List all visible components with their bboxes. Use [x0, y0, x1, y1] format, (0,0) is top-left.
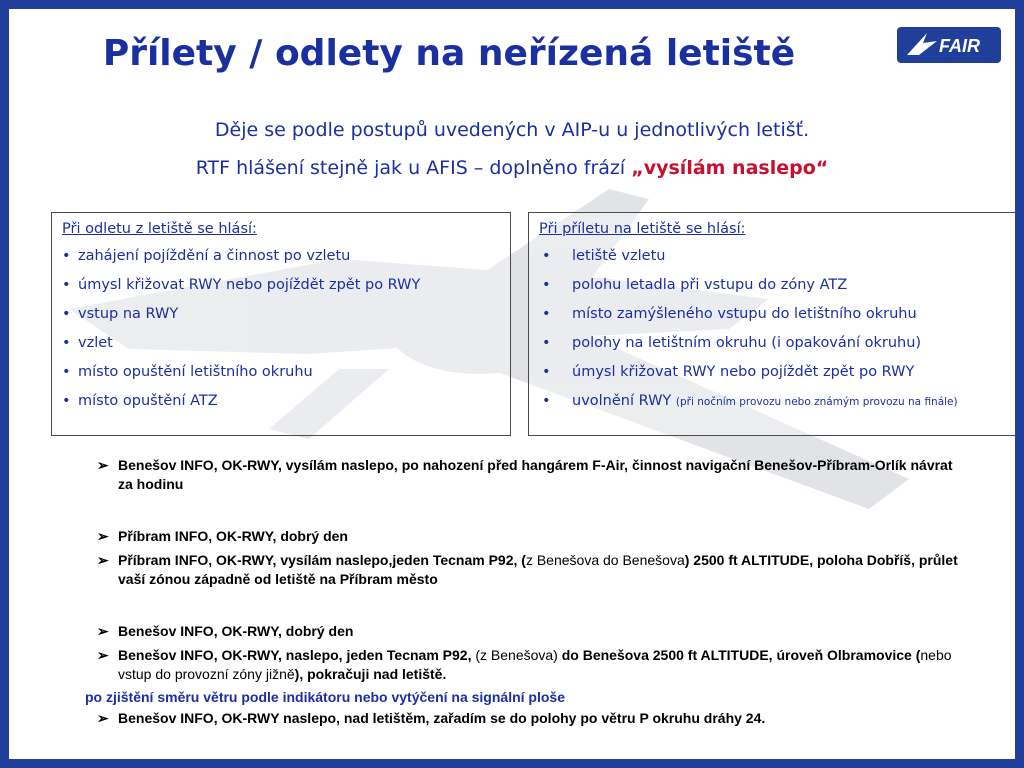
example-phrase	[97, 622, 967, 641]
bullet: •	[62, 393, 71, 409]
logo-text: FAIR	[939, 36, 981, 56]
example-phrase	[97, 456, 967, 494]
departure-box	[51, 212, 511, 436]
list-item	[62, 300, 500, 329]
bullet: •	[542, 306, 551, 322]
example-text: Benešov INFO, OK-RWY naslepo, nad letištěm, zařadím se do polohy po větru P okruhu dráhy 24.	[118, 710, 766, 726]
bullet: •	[542, 364, 551, 380]
slide	[9, 9, 1015, 759]
arrival-box-heading: Při příletu na letiště se hlásí:	[539, 221, 746, 237]
example-text-normal: (z Benešova)	[471, 647, 562, 663]
subtitle-emphasis: „vysílám naslepo“	[631, 157, 829, 179]
bullet: •	[542, 335, 551, 351]
example-text: ), pokračuji nad letiště.	[294, 666, 447, 682]
list-item	[539, 300, 1006, 329]
arrow-bullet-icon: ➢	[97, 710, 109, 726]
example-text: Benešov INFO, OK-RWY, naslepo, jeden Tecnam P92,	[118, 647, 472, 663]
list-item	[539, 329, 1006, 358]
arrow-bullet-icon: ➢	[97, 552, 109, 568]
bullet: •	[542, 277, 551, 293]
departure-box-heading: Při odletu z letiště se hlásí:	[62, 221, 257, 237]
example-text: Příbram INFO, OK-RWY, vysílám naslepo,jeden Tecnam P92, (	[118, 552, 526, 568]
example-text: Příbram INFO, OK-RWY, dobrý den	[118, 528, 348, 544]
subtitle-line-2-text: RTF hlášení stejně jak u AFIS – doplněno frází	[195, 157, 632, 179]
bullet: •	[62, 364, 71, 380]
arrow-bullet-icon: ➢	[97, 647, 109, 663]
list-item	[62, 242, 500, 271]
page-title: Přílety / odlety na neřízená letiště	[102, 33, 796, 74]
bullet: •	[542, 248, 551, 264]
list-item-text: vstup na RWY	[78, 306, 179, 322]
example-text: Benešov INFO, OK-RWY, dobrý den	[118, 623, 354, 639]
list-item-text: úmysl křižovat RWY nebo pojíždět zpět po RWY	[78, 277, 421, 293]
list-item-text: úmysl křižovat RWY nebo pojíždět zpět po RWY	[572, 364, 915, 380]
example-phrase	[97, 646, 967, 684]
list-item-text: uvolnění RWY	[572, 393, 672, 409]
list-item	[62, 387, 500, 416]
bullet: •	[62, 248, 71, 264]
example-text: ) 2500 ft ALTITUDE, poloha Dobříš, průlet vaší zónou západně od letiště na Příbram město	[118, 552, 958, 587]
arrow-bullet-icon: ➢	[97, 457, 109, 473]
bullet: •	[62, 335, 71, 351]
bullet: •	[62, 277, 71, 293]
fair-logo	[897, 27, 1001, 63]
example-text: do Benešova 2500 ft ALTITUDE, úroveň Olbramovice (	[561, 647, 921, 663]
example-text-normal: z Benešova do Benešova	[525, 552, 685, 568]
subtitle-line-1: Děje se podle postupů uvedených v AIP-u u jednotlivých letišť.	[214, 119, 810, 141]
arrow-bullet-icon: ➢	[97, 528, 109, 544]
list-item	[62, 358, 500, 387]
wind-direction-note: po zjištění směru větru podle indikátoru nebo vytýčení na signální ploše	[85, 689, 565, 705]
arrival-list	[539, 242, 1006, 411]
list-item-text: zahájení pojíždění a činnost po vzletu	[78, 248, 351, 264]
list-item-text: místo zamýšleného vstupu do letištního okruhu	[572, 306, 917, 322]
list-item	[539, 358, 1006, 387]
list-item	[539, 271, 1006, 300]
list-item-text: letiště vzletu	[572, 248, 666, 264]
list-item-text: místo opuštění letištního okruhu	[78, 364, 313, 380]
example-phrase	[97, 709, 967, 728]
example-text: Benešov INFO, OK-RWY, vysílám naslepo, po nahození před hangárem F-Air, činnost navigační Benešov-Příbram-Orlík návrat za hodinu	[118, 457, 953, 492]
example-phrase	[97, 551, 967, 589]
departure-list	[62, 242, 500, 416]
arrow-bullet-icon: ➢	[97, 623, 109, 639]
example-phrase	[97, 527, 967, 546]
list-item	[539, 387, 1006, 411]
list-item-text: místo opuštění ATZ	[78, 393, 218, 409]
bullet: •	[62, 306, 71, 322]
radio-examples	[85, 456, 967, 728]
list-item-text: polohu letadla při vstupu do zóny ATZ	[572, 277, 848, 293]
subtitle-line-2	[9, 157, 1015, 179]
example-text-normal: nebo vstup do provozní zóny jižně	[118, 647, 952, 682]
arrival-box	[528, 212, 1015, 436]
list-item-text: vzlet	[78, 335, 113, 351]
bullet: •	[542, 393, 551, 409]
list-item	[62, 329, 500, 358]
list-item-text: polohy na letištním okruhu (i opakování okruhu)	[572, 335, 922, 351]
list-item-note: (při nočním provozu nebo známým provozu na finále)	[675, 396, 958, 408]
list-item	[62, 271, 500, 300]
list-item	[539, 242, 1006, 271]
